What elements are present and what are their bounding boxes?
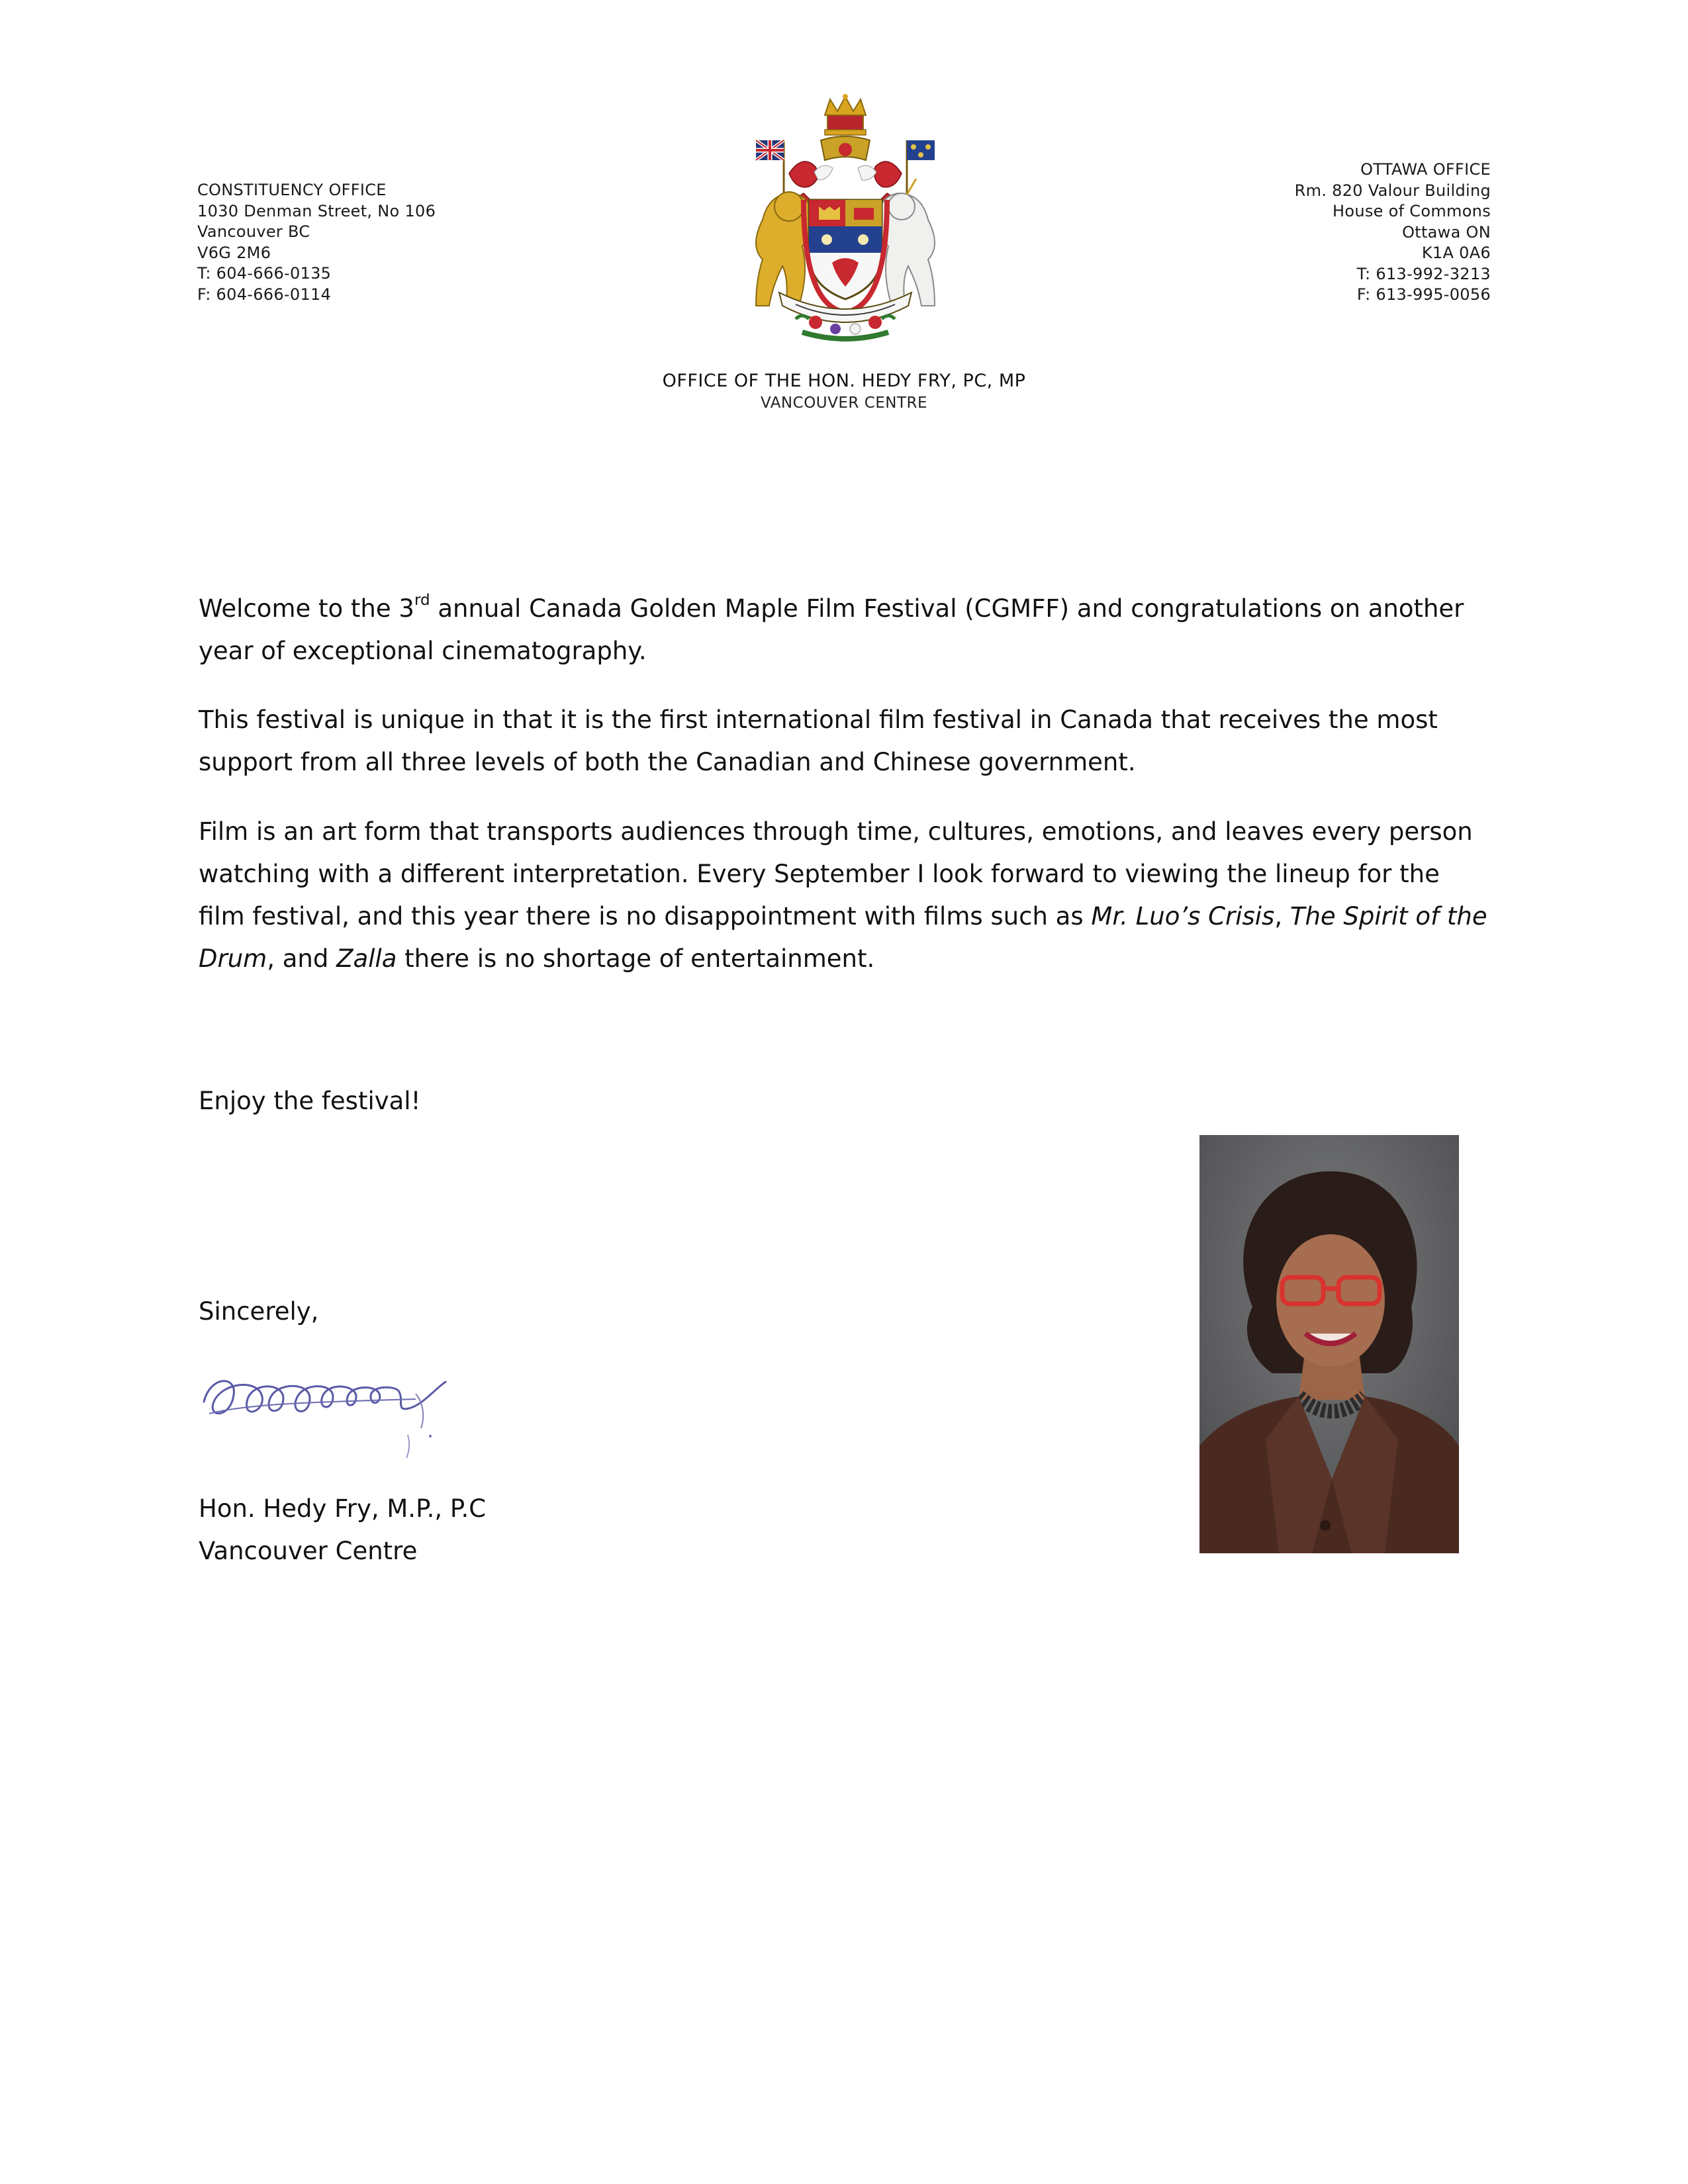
films-text-b: there is no shortage of entertainment. xyxy=(397,944,875,973)
ottawa-postal: K1A 0A6 xyxy=(1421,244,1491,262)
film-title: Mr. Luo’s Crisis xyxy=(1091,902,1275,931)
office-title: OFFICE OF THE HON. HEDY FRY, PC, MP xyxy=(662,371,1026,391)
sign-off: Sincerely, xyxy=(199,1297,319,1326)
constituency-office-heading: CONSTITUENCY OFFICE xyxy=(197,181,387,199)
films-text-a: Film is an art form that transports audiences through time, cultures, emotions, and leaves every person watching with a different interpretation. Every September I look forward to viewing the lineup for the film festival, and this year there is no disappointment with films such as xyxy=(199,817,1473,931)
portrait-photo xyxy=(1199,1135,1459,1553)
ottawa-office-heading: OTTAWA OFFICE xyxy=(1360,160,1491,179)
ordinal-suffix: rd xyxy=(414,592,430,609)
paragraph-films xyxy=(199,811,1489,980)
ottawa-room: Rm. 820 Valour Building xyxy=(1294,181,1491,200)
constituency-city: Vancouver BC xyxy=(197,222,310,241)
constituency-phone: T: 604-666-0135 xyxy=(197,264,332,283)
constituency-office-address xyxy=(197,180,436,305)
signer-riding: Vancouver Centre xyxy=(199,1537,418,1565)
separator: , and xyxy=(267,944,337,973)
constituency-postal: V6G 2M6 xyxy=(197,243,271,262)
ottawa-phone: T: 613-992-3213 xyxy=(1356,264,1491,283)
ottawa-building: House of Commons xyxy=(1333,202,1491,220)
office-subtitle: VANCOUVER CENTRE xyxy=(760,394,928,412)
constituency-street: 1030 Denman Street, No 106 xyxy=(197,201,436,220)
welcome-text-a: Welcome to the 3 xyxy=(199,594,414,623)
film-title: Zalla xyxy=(336,944,397,973)
handwritten-signature xyxy=(197,1355,475,1461)
ottawa-fax: F: 613-995-0056 xyxy=(1356,285,1491,304)
ottawa-city: Ottawa ON xyxy=(1402,222,1491,242)
separator: , xyxy=(1274,902,1290,931)
canada-coat-of-arms-icon xyxy=(743,94,948,345)
constituency-fax: F: 604-666-0114 xyxy=(197,285,332,304)
welcome-text-b: annual Canada Golden Maple Film Festival (CGMFF) and congratulations on another year of exceptional cinematography. xyxy=(199,594,1464,665)
film-title: The Spirit of the Drum xyxy=(199,902,1487,973)
signer-name: Hon. Hedy Fry, M.P., P.C xyxy=(199,1494,487,1523)
paragraph-unique: This festival is unique in that it is the first international film festival in Canada that receives the most support from all three levels of both the Canadian and Chinese government. xyxy=(199,705,1438,776)
paragraph-welcome xyxy=(199,588,1489,672)
closing-line: Enjoy the festival! xyxy=(199,1087,421,1115)
ottawa-office-address xyxy=(1295,159,1491,306)
